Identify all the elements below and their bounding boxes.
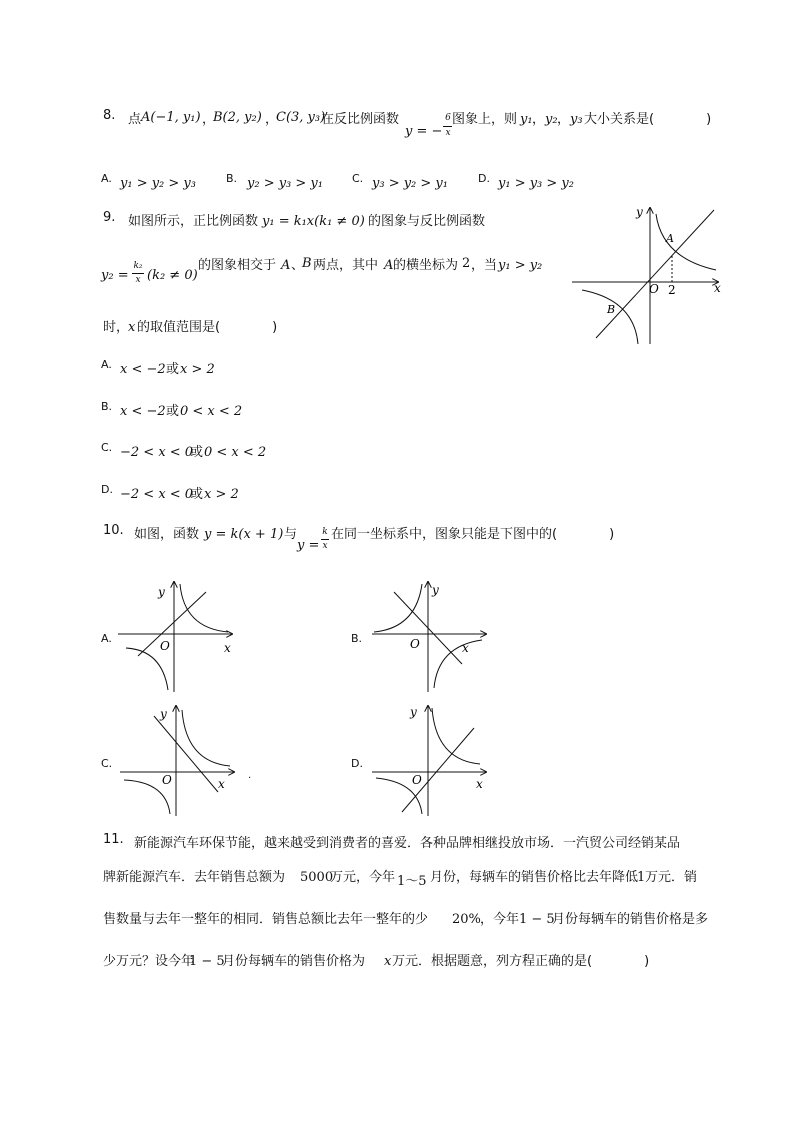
- q8-option-a-label: A.: [101, 172, 112, 185]
- q8-option-b[interactable]: y₂ > y₃ > y₁: [247, 176, 323, 191]
- q11-l2a: 牌新能源汽车．去年销售总额为: [103, 870, 286, 885]
- q8-number: 8.: [103, 108, 116, 123]
- q10-func2-den: x: [322, 541, 328, 551]
- q9-ineq: y₁ > y₂: [498, 258, 543, 273]
- q9-a2: A: [384, 258, 394, 273]
- q9-option-a-or: 或: [166, 362, 180, 377]
- q11-range1: 1～5: [397, 874, 427, 889]
- y-label: y: [432, 583, 439, 597]
- q9-option-b-p1[interactable]: x < −2: [120, 404, 166, 419]
- q11-l3c: 月份每辆车的销售价格是多: [552, 912, 709, 927]
- q9-graph-x-label: x: [714, 281, 721, 295]
- q9-lead: 如图所示，正比例函数: [128, 214, 259, 229]
- origin-label: O: [410, 637, 420, 651]
- q9-dun: 、: [291, 258, 305, 273]
- x-label: x: [224, 641, 231, 655]
- y-label: y: [410, 705, 417, 719]
- q9-line3a: 时，: [103, 320, 130, 335]
- hyperbola-branch-1: [180, 584, 228, 632]
- q9-option-a-p2[interactable]: x > 2: [180, 362, 215, 377]
- q9-line2b: 两点，其中: [313, 258, 379, 273]
- q11-n1: 1: [637, 870, 646, 885]
- q9-option-d-p1[interactable]: −2 < x < 0: [120, 487, 194, 502]
- q9-mid: 的图象与反比例函数: [368, 214, 486, 229]
- q11-number: 11.: [103, 832, 124, 847]
- q8-c2: ，: [557, 112, 571, 127]
- y-label: y: [158, 585, 165, 599]
- q8-mid: 在反比例函数: [321, 112, 400, 127]
- origin-label: O: [162, 773, 172, 787]
- proportional-line: [596, 210, 714, 338]
- q10-graph-a[interactable]: [116, 578, 242, 696]
- q10-graph-d[interactable]: [370, 702, 496, 820]
- q10-option-b-label: B.: [351, 632, 363, 645]
- q9-line3b: 的取值范围是( ): [137, 320, 278, 335]
- q10-graph-c[interactable]: [118, 702, 244, 820]
- q8-v1: y₁: [520, 112, 533, 127]
- q9-x: x: [128, 320, 136, 335]
- hyperbola-branch-1: [656, 214, 716, 270]
- q8-option-b-label: B.: [226, 172, 238, 185]
- q9-a: A: [281, 258, 291, 273]
- x-label: x: [476, 777, 483, 791]
- q11-l2d: 万元．销: [645, 870, 698, 885]
- q8-option-d[interactable]: y₁ > y₃ > y₂: [498, 176, 574, 191]
- q10-option-c-label: C.: [101, 757, 113, 770]
- q9-graph-y-label: y: [636, 205, 643, 219]
- x-label: x: [218, 777, 225, 791]
- q9-func2-num: k₂: [133, 261, 143, 271]
- stray-dot: .: [248, 770, 252, 781]
- q11-l4b: 月份每辆车的销售价格为: [222, 954, 366, 969]
- q9-option-c-p1[interactable]: −2 < x < 0: [120, 445, 194, 460]
- q8-lead: 点: [128, 112, 142, 127]
- q9-option-c-label: C.: [101, 441, 113, 454]
- q8-func-num: 6: [445, 113, 451, 123]
- q9-number: 9.: [103, 210, 116, 225]
- q8-option-d-label: D.: [478, 172, 490, 185]
- q8-func-den: x: [445, 128, 451, 138]
- q10-option-d-label: D.: [351, 757, 363, 770]
- q9-func2-den: x: [135, 275, 141, 285]
- q9-line2d: ，当: [471, 258, 498, 273]
- hyperbola-branch-2: [582, 290, 638, 344]
- q8-c1: ，: [532, 112, 546, 127]
- q10-graph-b[interactable]: [370, 578, 496, 696]
- q9-func1: y₁ = k₁x(k₁ ≠ 0): [262, 214, 365, 229]
- q11-l2b: 万元，今年: [330, 870, 396, 885]
- q8-option-c[interactable]: y₃ > y₂ > y₁: [372, 176, 448, 191]
- q9-option-d-p2[interactable]: x > 2: [204, 487, 239, 502]
- q10-func2-lhs: y =: [297, 538, 320, 553]
- q10-number: 10.: [103, 523, 124, 538]
- q9-b: B: [302, 256, 312, 271]
- q9-option-d-or: 或: [190, 487, 204, 502]
- line: [138, 592, 206, 656]
- q9-line2c: 的横坐标为: [393, 258, 459, 273]
- q8-option-a[interactable]: y₁ > y₂ > y₃: [120, 176, 196, 191]
- q9-graph-point-a: A: [666, 232, 674, 245]
- q11-n5000: 5000: [300, 870, 334, 885]
- line: [402, 728, 474, 812]
- q9-option-b-label: B.: [101, 400, 113, 413]
- q9-option-d-label: D.: [101, 483, 113, 496]
- q8-point-b: B(2, y₂): [213, 110, 262, 125]
- origin-label: O: [160, 639, 170, 653]
- hyperbola-branch-2: [126, 648, 168, 690]
- y-label: y: [160, 707, 167, 721]
- q9-func2-lhs: y₂ =: [101, 268, 129, 283]
- q11-l4c: 万元．根据题意，列方程正确的是( ): [392, 954, 650, 969]
- q8-point-c: C(3, y₃): [276, 110, 326, 125]
- x-label: x: [462, 641, 469, 655]
- q9-graph-point-b: B: [607, 303, 616, 316]
- q8-frac-bar: [443, 126, 452, 127]
- q10-tail: 在同一坐标系中，图象只能是下图中的( ): [331, 527, 615, 542]
- q10-func2-num: k: [322, 527, 328, 537]
- q8-v3: y₃: [570, 112, 583, 127]
- q9-graph-origin: O: [649, 282, 659, 296]
- q8-sep1: ，: [202, 112, 216, 127]
- q11-x: x: [384, 954, 392, 969]
- q9-graph-two: 2: [668, 283, 676, 297]
- q10-option-a-label: A.: [101, 632, 112, 645]
- q11-l3b: ，今年: [480, 912, 520, 927]
- q8-tail: 大小关系是( ): [584, 112, 712, 127]
- q10-mid: 与: [284, 527, 298, 542]
- q8-sep2: ，: [265, 112, 279, 127]
- hyperbola-branch-1: [432, 708, 480, 764]
- q9-option-b-or: 或: [166, 404, 180, 419]
- q9-option-a-label: A.: [101, 358, 112, 371]
- q8-v2: y₂: [545, 112, 558, 127]
- q8-point-a: A(−1, y₁): [141, 110, 201, 125]
- q9-frac-bar: [132, 273, 144, 274]
- q11-l2c: 月份，每辆车的销售价格比去年降低: [430, 870, 639, 885]
- q9-option-b-p2[interactable]: 0 < x < 2: [180, 404, 243, 419]
- hyperbola-branch-2: [434, 640, 482, 688]
- q10-lead: 如图，函数: [134, 527, 200, 542]
- q11-pct: 20%: [452, 912, 481, 927]
- hyperbola-branch-1: [374, 584, 422, 632]
- q11-l3a: 售数量与去年一整年的相同．销售总额比去年一整年的少: [103, 912, 429, 927]
- origin-label: O: [412, 773, 422, 787]
- q10-func1: y = k(x + 1): [204, 527, 284, 542]
- q9-func2-cond: (k₂ ≠ 0): [147, 268, 198, 283]
- q9-option-c-or: 或: [190, 445, 204, 460]
- q10-frac-bar: [321, 539, 329, 540]
- q11-line1: 新能源汽车环保节能，越来越受到消费者的喜爱．各种品牌相继投放市场．一汽贸公司经销某品: [134, 836, 681, 851]
- q11-l4a: 少万元？设今年: [103, 954, 195, 969]
- q9-graph: [568, 200, 728, 350]
- q11-range3: 1 − 5: [189, 954, 225, 969]
- q9-two: 2: [462, 256, 471, 271]
- q9-line2a: 的图象相交于: [198, 258, 277, 273]
- q8-option-c-label: C.: [352, 172, 364, 185]
- q8-mid2: 图象上，则: [452, 112, 518, 127]
- q9-option-a-p1[interactable]: x < −2: [120, 362, 166, 377]
- q8-func-lhs: y = −: [405, 124, 443, 139]
- q9-option-c-p2[interactable]: 0 < x < 2: [204, 445, 267, 460]
- q11-range2: 1 − 5: [519, 912, 555, 927]
